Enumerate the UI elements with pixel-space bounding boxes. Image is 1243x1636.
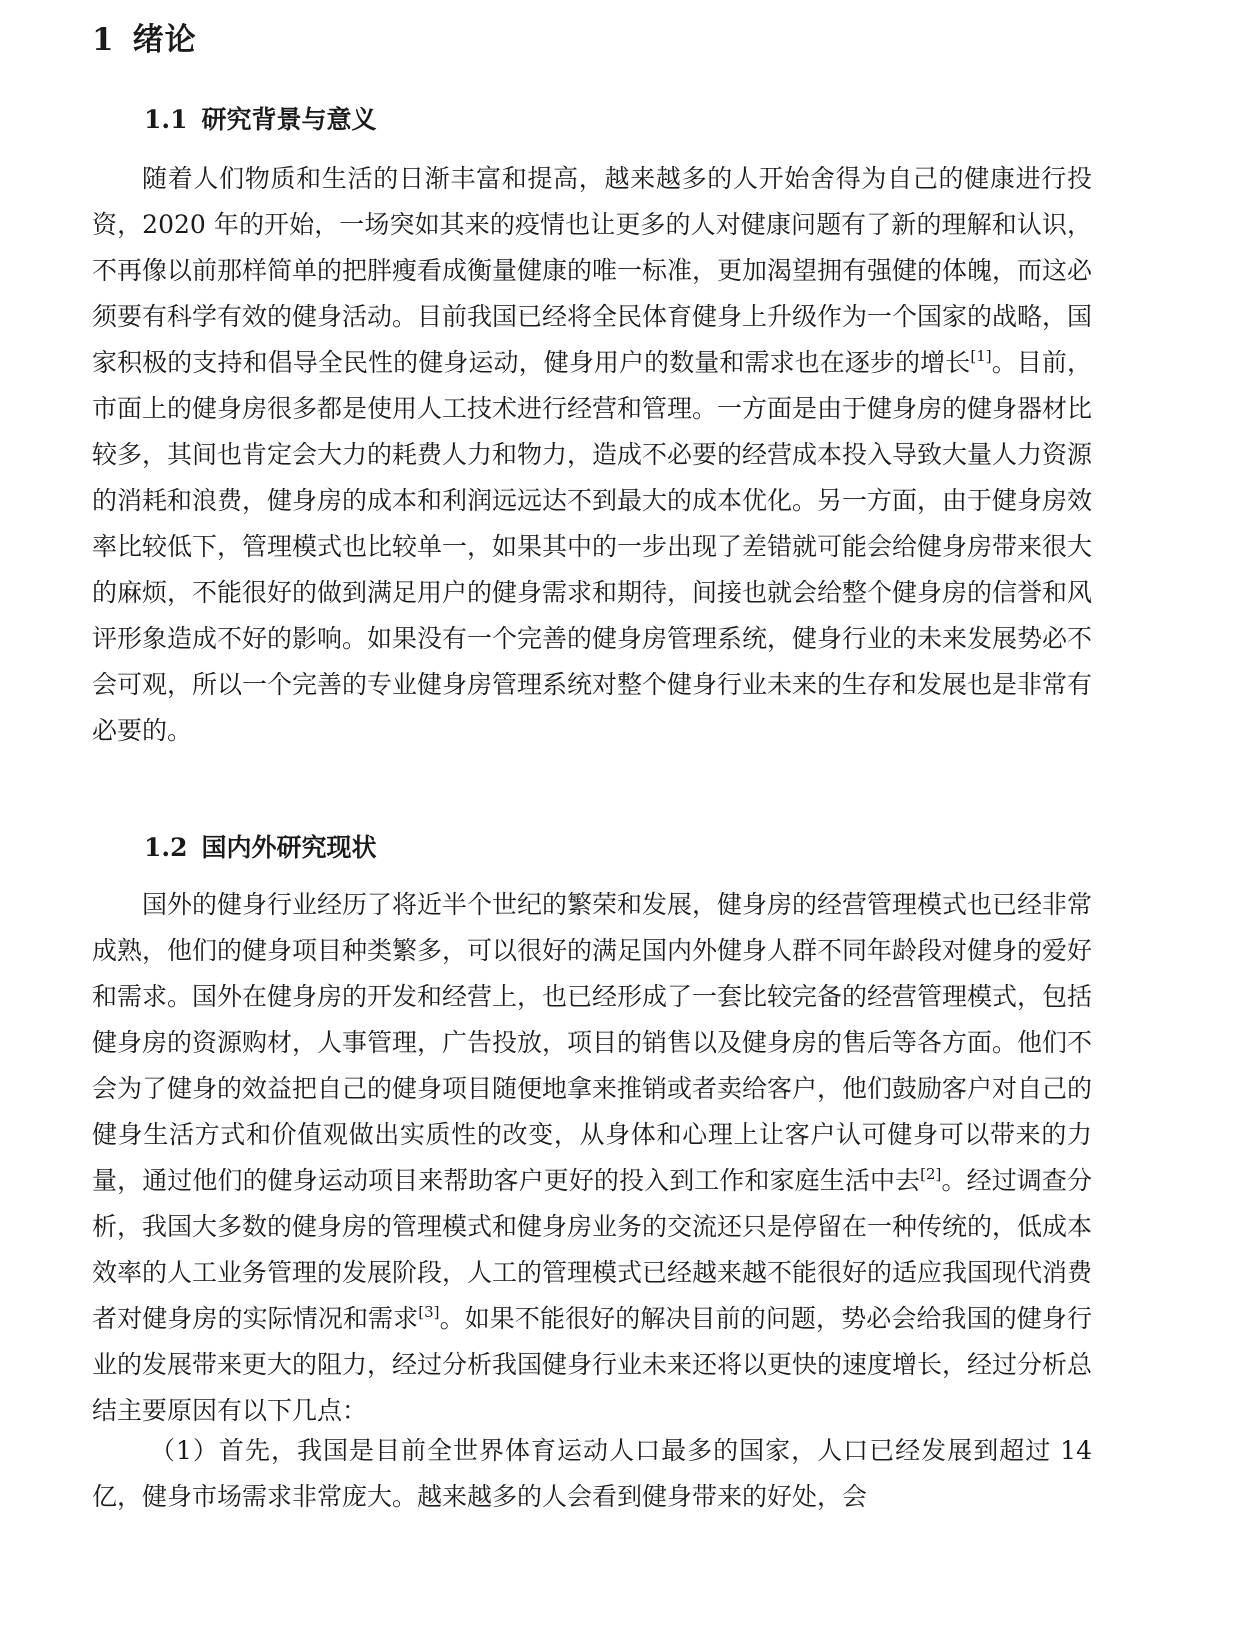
chapter-heading — [92, 14, 197, 59]
section-title: 国内外研究现状 — [201, 833, 377, 862]
chapter-number: 1 — [92, 22, 115, 58]
citation-ref: [3] — [418, 1303, 440, 1321]
citation-ref: [2] — [920, 1165, 942, 1183]
paragraph-text: 国外的健身行业经历了将近半个世纪的繁荣和发展，健身房的经营管理模式也已经非常成熟，他们的健身项目种类繁多，可以很好的满足国内外健身人群不同年龄段对健身的爱好和需求。国外在健身房的开发和经营上，也已经形成了一套比较完备的经营管理模式，包括健身房的资源购材，人事管理，广告投放，项目的销售以及健身房的售后等各方面。他们不会为了健身的效益把自己的健身项目随便地拿来推销或者卖给客户，他们鼓励客户对自己的健身生活方式和价值观做出实质性的改变，从身体和心理上让客户认可健身可以带来的力量，通过他们的健身运动项目来帮助客户更好的投入到工作和家庭生活中去 — [92, 890, 1093, 1195]
paragraph-text: 。如果不能很好的解决目前的问题，势必会给我国的健身行业的发展带来更大的阻力，经过分析我国健身行业未来还将以更快的速度增长，经过分析总结主要原因有以下几点： — [92, 1304, 1093, 1425]
chapter-title: 绪论 — [132, 22, 197, 58]
section-number: 1.1 — [144, 105, 188, 134]
citation-ref: [1] — [970, 347, 992, 365]
section-heading-1-2 — [144, 828, 377, 864]
paragraph-background — [92, 156, 1092, 754]
paragraph-text: 。目前，市面上的健身房很多都是使用人工技术进行经营和管理。一方面是由于健身房的健身器材比较多，其间也肯定会大力的耗费人力和物力，造成不必要的经营成本投入导致大量人力资源的消耗和浪费，健身房的成本和利润远远达不到最大的成本优化。另一方面，由于健身房效率比较低下，管理模式也比较单一，如果其中的一步出现了差错就可能会给健身房带来很大的麻烦，不能很好的做到满足用户的健身需求和期待，间接也就会给整个健身房的信誉和风评形象造成不好的影响。如果没有一个完善的健身房管理系统，健身行业的未来发展势必不会可观，所以一个完善的专业健身房管理系统对整个健身行业未来的生存和发展也是非常有必要的。 — [92, 348, 1093, 745]
section-title: 研究背景与意义 — [201, 105, 377, 134]
section-number: 1.2 — [144, 833, 188, 862]
paragraph-research-status — [92, 882, 1092, 1434]
paragraph-text: （1）首先，我国是目前全世界体育运动人口最多的国家，人口已经发展到超过 14 亿，健身市场需求非常庞大。越来越多的人会看到健身带来的好处，会 — [92, 1436, 1092, 1511]
paragraph-text: 。经过调查分析，我国大多数的健身房的管理模式和健身房业务的交流还只是停留在一种传统的，低成本效率的人工业务管理的发展阶段，人工的管理模式已经越来越不能很好的适应我国现代消费者对健身房的实际情况和需求 — [92, 1166, 1093, 1333]
section-heading-1-1 — [144, 100, 377, 136]
paragraph-text: 随着人们物质和生活的日渐丰富和提高，越来越多的人开始舍得为自己的健康进行投资，2020 年的开始，一场突如其来的疫情也让更多的人对健康问题有了新的理解和认识，不再像以前那样简单的把胖瘦看成衡量健康的唯一标准，更加渴望拥有强健的体魄，而这必须要有科学有效的健身活动。目前我国已经将全民体育健身上升级作为一个国家的战略，国家积极的支持和倡导全民性的健身运动，健身用户的数量和需求也在逐步的增长 — [92, 164, 1093, 377]
paragraph-list-item-1 — [92, 1428, 1092, 1520]
